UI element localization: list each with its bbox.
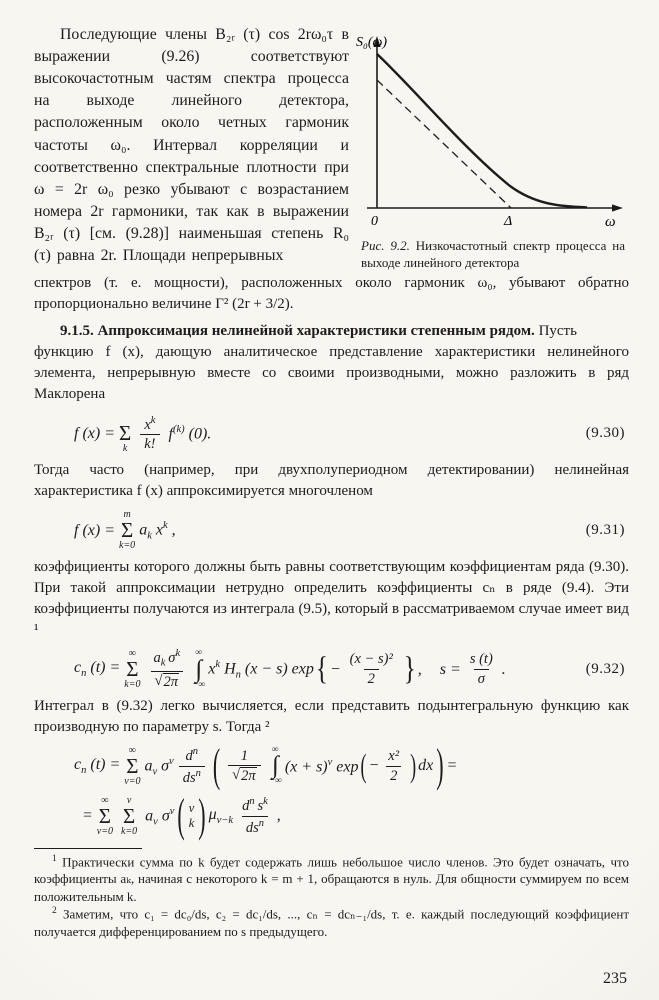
eq930-lhs: f (x) =: [74, 424, 115, 442]
eqa-lhs: $c_n$ (t) =: [74, 756, 121, 777]
eqa-coef: $a_\nu$ $\sigma^\nu$: [144, 755, 174, 778]
x-axis-label-omega: ω: [605, 214, 616, 230]
footnote-2-mark: 2: [52, 905, 57, 916]
footnote-2: $^2$ Заметим, что c₁ = dc₀/ds, c₂ = dc₁/ds, ..., cₙ = dcₙ₋₁/ds, т. е. каждый последующий коэффициент получается дифференцированием по s предыдущего.: [34, 905, 629, 939]
figure-caption-text: Низкочастотный спектр процесса на выходе линейного детектора: [361, 238, 625, 271]
section-9-1-5: [34, 321, 629, 342]
equation-label: (9.32): [585, 661, 625, 678]
integral-operator: ∞ ∫ −∞: [192, 648, 206, 690]
equation-cn-derivative: [34, 739, 629, 792]
figure-plot: [355, 28, 629, 230]
figure-caption-number: Рис. 9.2.: [361, 238, 410, 253]
eq930-tail: $f^{(k)}$ (0).: [168, 424, 212, 443]
paragraph-after-932: Интеграл в (9.32) легко вычисляется, если представить подынтегральную функцию как производную по параметру s. Тогда ²: [34, 697, 629, 735]
left-paren-big: (: [212, 739, 221, 792]
eq931-lhs: f (x) =: [74, 521, 115, 539]
y-axis-label: S₀(ω): [356, 35, 388, 50]
right-paren-big: ): [436, 739, 444, 792]
section-heading: 9.1.5. Аппроксимация нелинейной характеристики степенным рядом.: [60, 323, 535, 340]
equation-label: (9.30): [585, 425, 625, 442]
sum-operator: Σ k: [119, 421, 132, 455]
sum-operator: ν Σ k=0: [120, 794, 138, 837]
eqb-mu: $\mu_{\nu-k}$: [208, 806, 234, 827]
asymptote-dashed-line: [377, 80, 511, 208]
fraction: 1 √ 2π: [228, 748, 260, 785]
page-number: 235: [603, 970, 627, 987]
fraction: $\frac{\text{(x − s)²}}{2}$: [349, 651, 393, 688]
intro-paragraph: Последующие члены B₂ᵣ (τ) cos 2rω₀τ в выражении (9.26) соответствуют высокочастотным частям спектра процесса на выходе линейного детектора, расположенным около четных гармоник частоты ω₀. Интервал корреляции и соответственно спектральные плотности при ω = 2r ω₀ резко убывают с возрастанием номера 2r гармоники, так как в выражении B₂ᵣ (τ) [см. (9.28)] наименьшая степень R₀ (τ) равна 2r. Площади непрерывных: [34, 26, 349, 265]
fraction: $\frac{s (t)}{\sigma}$: [469, 651, 493, 688]
left-paren-big: (: [177, 789, 185, 842]
sum-operator: m Σ k=0: [119, 509, 136, 552]
equation-9-30: [34, 412, 629, 455]
two-column-block: [34, 24, 629, 271]
footnote-rule: [34, 848, 142, 849]
eqa-integrand: $(x + s)^\nu$ exp: [284, 756, 359, 776]
figure-caption: [355, 235, 629, 271]
x-axis-arrow: [612, 204, 623, 211]
footnote-1-mark: 1: [52, 853, 57, 864]
right-paren-big: ): [198, 789, 206, 842]
eq931-term: $a_k$ $x^k$ ,: [139, 519, 176, 542]
equation-9-32: [34, 648, 629, 691]
equation-cn-result: [34, 789, 629, 842]
section-body: функцию f (x), дающую аналитическое представление характеристики нелинейного элемента, непрерывную вместе со своими производными, можно разложить в ряд Маклорена: [34, 344, 629, 403]
fraction: $\frac{\text{x²}}{2}$: [384, 748, 403, 784]
period: .: [501, 660, 506, 678]
fraction: $\frac{d^n}{ds^n}$: [179, 746, 205, 786]
sum-operator: ∞ Σ ν=0: [124, 744, 141, 787]
minus-sign: −: [329, 660, 341, 678]
fraction: $\frac{d^n s^k}{ds^n}$: [242, 796, 268, 836]
comma: ,: [417, 660, 422, 678]
integral-operator: ∞ ∫ −∞: [268, 744, 282, 787]
footnote-1: $^1$ Практически сумма по k будет содержать лишь небольшое число членов. Это будет означать, что коэффициенты aₖ, начиная с некоторого k = m + 1, обращаются в нуль. Для общности суммируем по всем положительным k.: [34, 853, 629, 904]
equation-label: (9.31): [585, 522, 625, 539]
fraction: $\frac{x^k}{k!}$: [140, 415, 159, 453]
equals-sign: =: [446, 757, 458, 775]
right-brace: }: [403, 651, 416, 687]
section-heading-tail: Пусть: [534, 323, 577, 340]
fraction: $a_k$ $\sigma^k$ √ 2π: [149, 648, 184, 690]
intro-continuation: спектров (т. е. мощности), расположенных около гармоник ω₀, убывают обратно пропорционально величине Γ² (2r + 3/2).: [34, 275, 629, 313]
left-brace: {: [315, 651, 328, 687]
x-tick-delta: Δ: [504, 214, 513, 229]
sum-operator: ∞ Σ k=0: [124, 648, 141, 690]
minus-sign: −: [368, 757, 380, 775]
figure-9-2: [355, 24, 629, 271]
left-column: [34, 24, 349, 267]
eqa-dx: dx: [418, 757, 434, 775]
equation-9-31: [34, 509, 629, 552]
x-tick-origin: 0: [371, 214, 378, 229]
eq932-s-def: s =: [439, 660, 461, 678]
paragraph-after-930: Тогда часто (например, при двухполупериодном детектировании) нелинейная характеристика f (x) аппроксимируется многочленом: [34, 462, 629, 500]
binomial-coefficient: ν k: [188, 801, 195, 831]
paragraph-after-931: коэффициенты которого должны быть равны соответствующим коэффициентам ряда (9.30). При такой аппроксимации нетрудно определить коэффициенты cₙ в ряде (9.4). Эти коэффициенты получаются из интеграла (9.5), который в рассматриваемом случае имеет вид ¹: [34, 559, 629, 639]
left-paren: (: [360, 747, 367, 784]
eq932-lhs: $c_n$ (t) =: [74, 659, 121, 680]
eq932-integrand: $x^k$ $H_n$ (x − s) exp: [208, 658, 314, 681]
sum-operator: ∞ Σ ν=0: [96, 794, 113, 837]
right-paren: ): [410, 747, 417, 784]
comma: ,: [276, 807, 281, 825]
eqb-coef: $a_\nu$ $\sigma^\nu$: [145, 805, 175, 828]
equals-sign: =: [82, 807, 93, 825]
spectrum-curve: [377, 54, 587, 208]
